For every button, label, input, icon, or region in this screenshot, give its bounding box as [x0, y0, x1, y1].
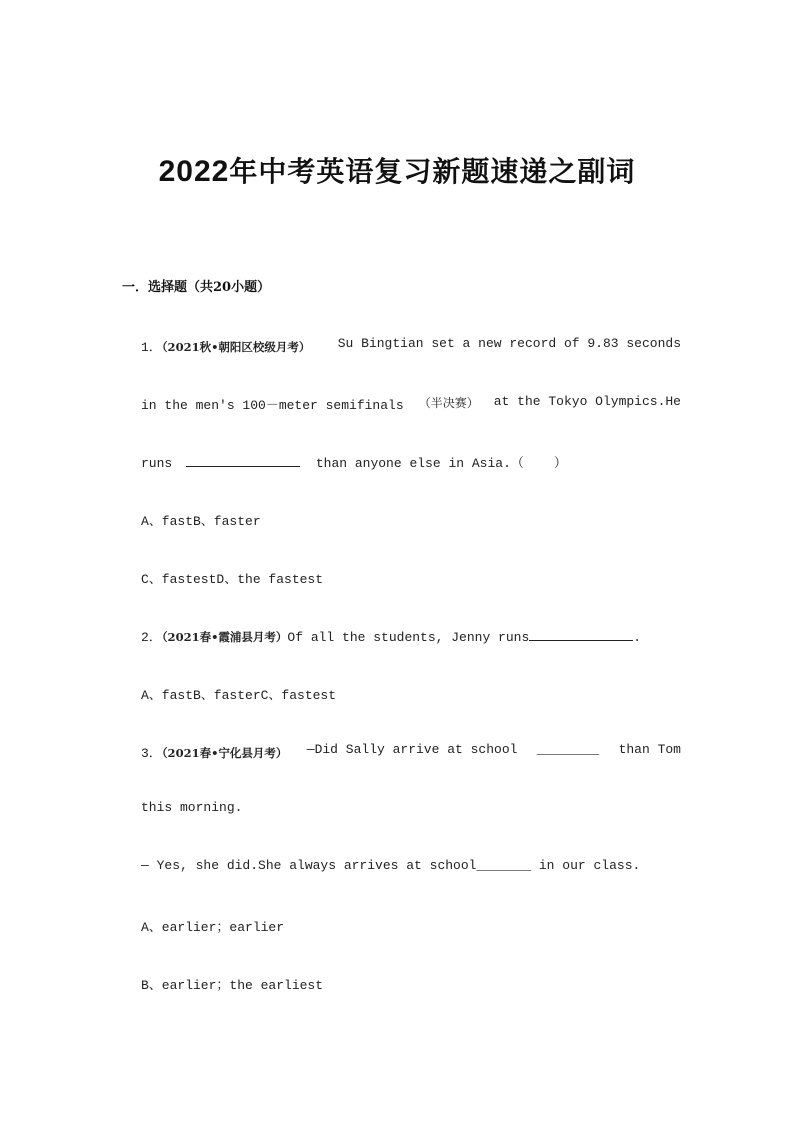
q1-source: （2021秋•朝阳区校级月考）	[161, 340, 311, 354]
q1-text-3b: than anyone else in Asia.（	[315, 456, 524, 471]
q1-text-2a: in the men's 100－meter semifinals	[141, 398, 404, 413]
q1-line-3	[141, 452, 681, 471]
q3-number: 3．	[141, 746, 162, 761]
q3-source: （2021春•宁化县月考）	[161, 746, 288, 760]
q3-text-3b: in our class.	[531, 858, 641, 873]
q2-source: （2021春•霞浦县月考）	[161, 630, 288, 644]
title-text: 年中考英语复习新题速递之副词	[229, 155, 636, 188]
q3-blank-2[interactable]: _______	[476, 858, 532, 873]
q2-line-1	[141, 626, 681, 645]
q2-text: Of all the students, Jenny runs	[287, 630, 530, 645]
title-year: 2022	[158, 155, 230, 188]
q1-text-3a: runs	[141, 456, 173, 471]
q3-text-1b: than Tom	[618, 742, 681, 757]
q1-stem-start	[141, 336, 310, 355]
q3-text-3a: — Yes, she did.She always arrives at school	[141, 858, 477, 873]
q2-options[interactable]: A、fastB、fasterC、fastest	[141, 688, 337, 703]
q2-number: 2．	[141, 630, 162, 645]
q1-chinese-note: （半决赛）	[418, 396, 479, 410]
page-title	[0, 150, 794, 190]
q1-text-1: Su Bingtian set a new record of 9.83 seconds	[337, 336, 681, 351]
q3-line-1	[141, 742, 681, 761]
q1-option-cd[interactable]: C、fastestD、the fastest	[141, 572, 324, 587]
q1-option-ab[interactable]: A、fastB、faster	[141, 514, 261, 529]
q3-line-3	[141, 858, 681, 873]
q3-blank-1[interactable]: ________	[536, 742, 600, 757]
q2-end: .	[633, 630, 642, 645]
q3-line-2: this morning.	[141, 800, 243, 815]
q3-option-a[interactable]: A、earlier；earlier	[141, 920, 285, 935]
q1-number: 1．	[141, 340, 162, 355]
q3-stem-start	[141, 742, 287, 761]
q1-line-2	[141, 394, 681, 413]
q1-text-2b: at the Tokyo Olympics.He	[493, 394, 681, 409]
section-heading: 一．选择题（共20小题）	[122, 280, 271, 295]
q3-option-b[interactable]: B、earlier；the earliest	[141, 978, 324, 993]
q1-line-1	[141, 336, 681, 355]
q1-text-3c: ）	[553, 456, 567, 471]
q3-text-1a: —Did Sally arrive at school	[306, 742, 518, 757]
q2-answer-blank[interactable]	[529, 628, 633, 641]
q1-answer-blank[interactable]	[186, 454, 300, 467]
